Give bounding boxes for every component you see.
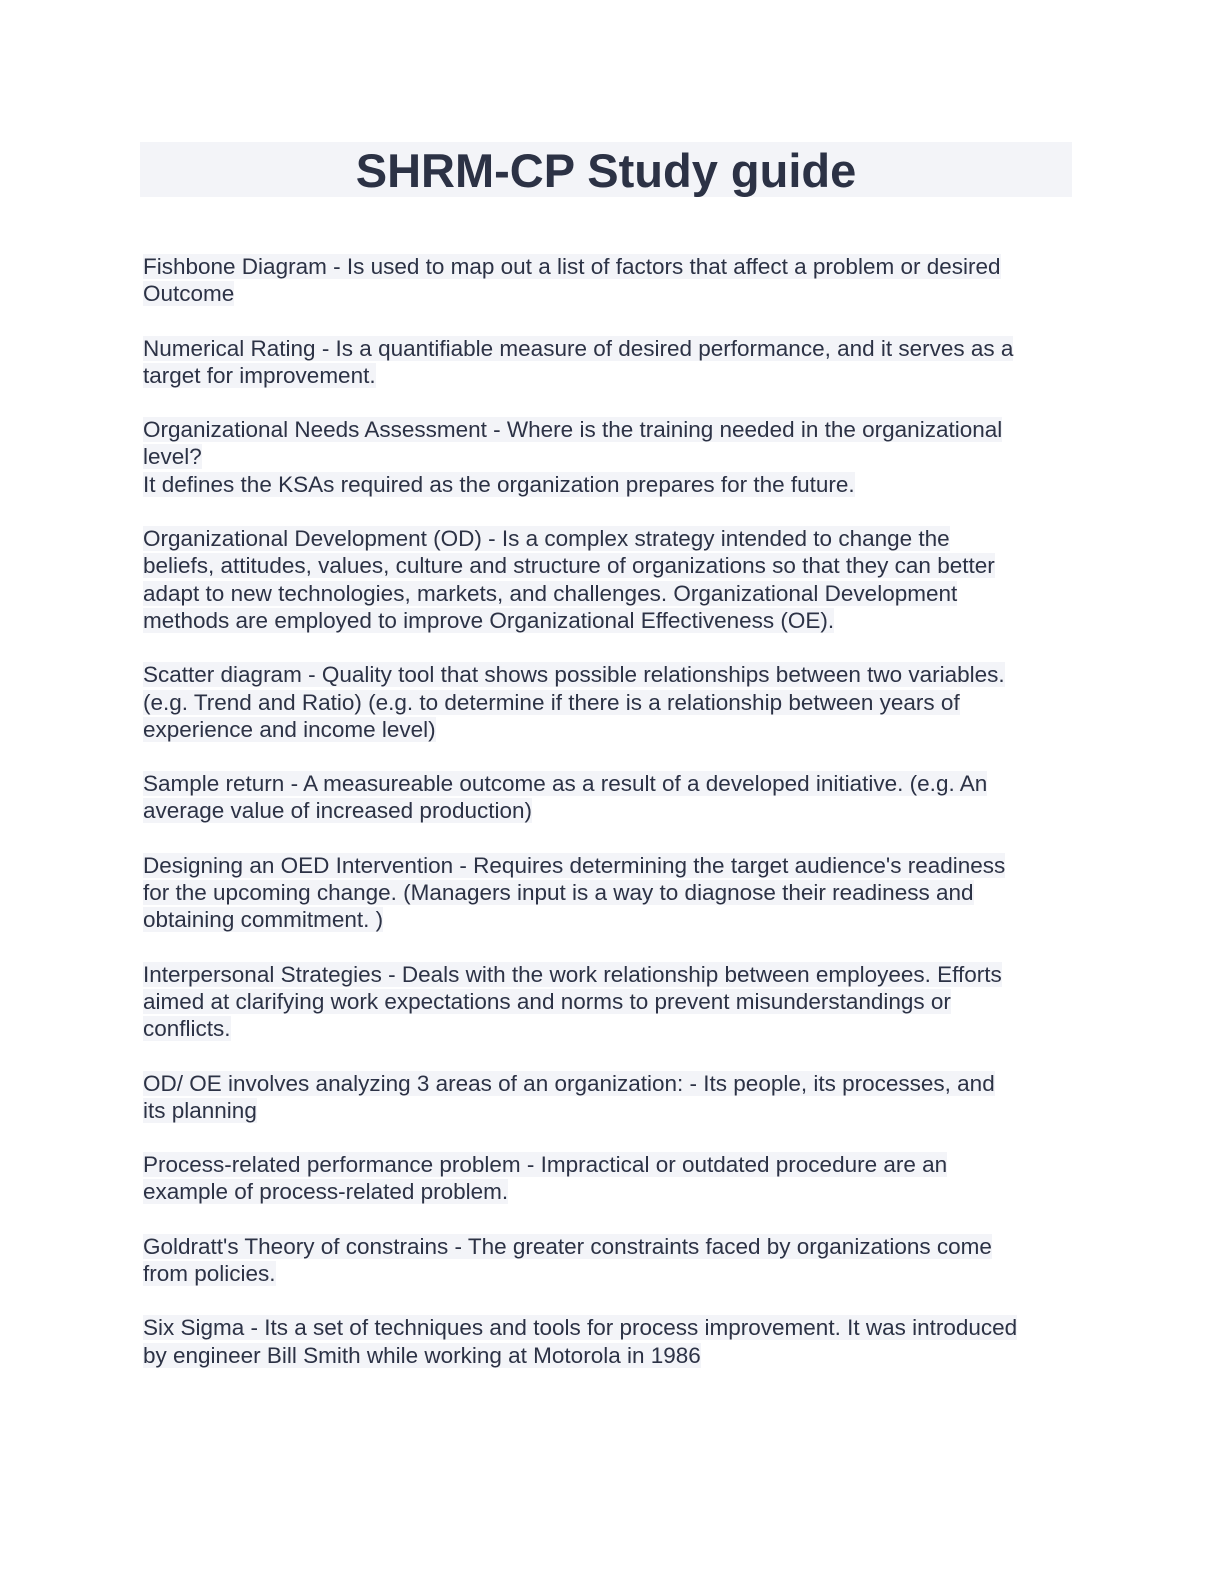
- glossary-entry: [143, 525, 1078, 634]
- entry-line: Numerical Rating - Is a quantifiable measure of desired performance, and it serves as a: [143, 335, 1014, 361]
- entry-line: by engineer Bill Smith while working at Motorola in 1986: [143, 1342, 701, 1368]
- entry-line: example of process-related problem.: [143, 1179, 509, 1205]
- glossary-entry: [143, 961, 1078, 1043]
- entry-line: methods are employed to improve Organizational Effectiveness (OE).: [143, 607, 835, 633]
- entry-line: its planning: [143, 1097, 257, 1123]
- entry-line: Interpersonal Strategies - Deals with the work relationship between employees. Efforts: [143, 961, 1002, 987]
- entry-line: Organizational Needs Assessment - Where is the training needed in the organizational: [143, 417, 1003, 443]
- glossary-entry: [143, 1151, 1078, 1206]
- entry-line: aimed at clarifying work expectations and norms to prevent misunderstandings or: [143, 988, 951, 1014]
- entry-line: Process-related performance problem - Impractical or outdated procedure are an: [143, 1152, 948, 1178]
- glossary-entry: [143, 852, 1078, 934]
- entry-line: average value of increased production): [143, 798, 532, 824]
- entry-line: Organizational Development (OD) - Is a complex strategy intended to change the: [143, 526, 950, 552]
- glossary-entry: [143, 253, 1078, 308]
- entry-line: Six Sigma - Its a set of techniques and tools for process improvement. It was introduced: [143, 1315, 1018, 1341]
- entry-line: adapt to new technologies, markets, and challenges. Organizational Development: [143, 580, 958, 606]
- entry-line: Scatter diagram - Quality tool that shows possible relationships between two variables.: [143, 662, 1005, 688]
- entry-line: (e.g. Trend and Ratio) (e.g. to determine if there is a relationship between years of: [143, 689, 960, 715]
- entry-line: beliefs, attitudes, values, culture and structure of organizations so that they can better: [143, 553, 995, 579]
- entry-line: Fishbone Diagram - Is used to map out a list of factors that affect a problem or desired: [143, 254, 1001, 279]
- entry-line: from policies.: [143, 1261, 276, 1287]
- glossary-entry: [143, 1070, 1078, 1125]
- entry-line: Goldratt's Theory of constrains - The greater constraints faced by organizations come: [143, 1233, 992, 1259]
- glossary-entry: [143, 416, 1078, 498]
- entry-line: It defines the KSAs required as the organization prepares for the future.: [143, 471, 855, 497]
- entry-line: experience and income level): [143, 716, 436, 742]
- entry-line: Sample return - A measureable outcome as a result of a developed initiative. (e.g. An: [143, 771, 988, 797]
- glossary-entry: [143, 661, 1078, 743]
- entry-line: target for improvement.: [143, 362, 376, 388]
- glossary-entry: [143, 335, 1078, 390]
- glossary-entry: [143, 770, 1078, 825]
- glossary-entry: [143, 1233, 1078, 1288]
- entry-line: OD/ OE involves analyzing 3 areas of an organization: - Its people, its processes, and: [143, 1070, 995, 1096]
- entry-line: Designing an OED Intervention - Requires determining the target audience's readiness: [143, 852, 1006, 878]
- page-title: SHRM-CP Study guide: [355, 144, 857, 197]
- entry-line: for the upcoming change. (Managers input is a way to diagnose their readiness and: [143, 880, 974, 906]
- entry-line: Outcome: [143, 281, 235, 307]
- glossary-entry: [143, 1314, 1078, 1369]
- entry-line: conflicts.: [143, 1016, 231, 1042]
- entry-line: level?: [143, 444, 202, 470]
- entry-line: obtaining commitment. ): [143, 907, 384, 933]
- glossary-list: [143, 253, 1078, 1396]
